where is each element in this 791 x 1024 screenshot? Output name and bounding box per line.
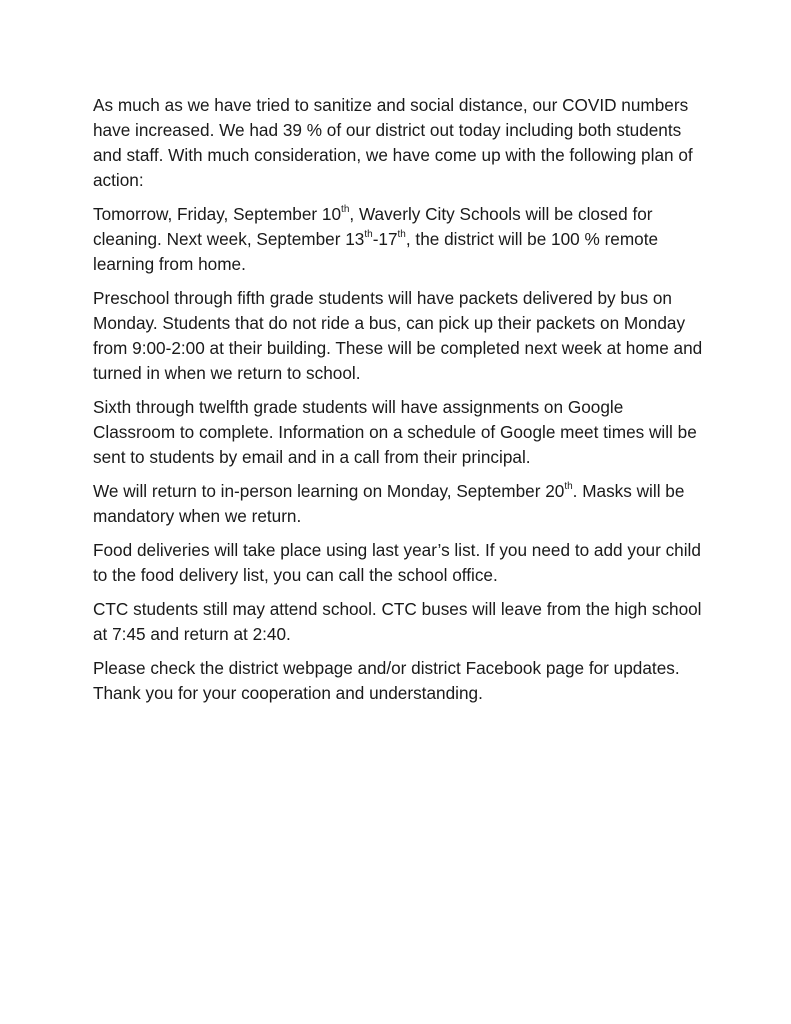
paragraph-ctc-students bbox=[93, 597, 708, 647]
text-run: As much as we have tried to sanitize and social distance, our COVID numbers have increased. We had 39 % of our district out today including both students and staff. With much consideration, we have come up with the following plan of action: bbox=[93, 95, 693, 190]
text-run: Please check the district webpage and/or district Facebook page for updates. Thank you for your cooperation and understanding. bbox=[93, 658, 680, 703]
text-run: Sixth through twelfth grade students will have assignments on Google Classroom to complete. Information on a schedule of Google meet times will be sent to students by email and in a call from their principal. bbox=[93, 397, 697, 467]
text-run: CTC students still may attend school. CTC buses will leave from the high school at 7:45 and return at 2:40. bbox=[93, 599, 702, 644]
text-run: , Waverly City Schools will be closed for cleaning. Next week, September 13 bbox=[93, 204, 653, 249]
text-run: Preschool through fifth grade students will have packets delivered by bus on Monday. Students that do not ride a bus, can pick up their packets on Monday from 9:00-2:00 at their building. These will be completed next week at home and turned in when we return to school. bbox=[93, 288, 703, 383]
ordinal-suffix: th bbox=[564, 481, 573, 493]
paragraph-updates bbox=[93, 656, 708, 706]
text-run: Tomorrow, Friday, September 10 bbox=[93, 204, 342, 224]
paragraph-covid-increase bbox=[93, 93, 708, 193]
letter-body bbox=[93, 93, 708, 715]
paragraph-sixth-twelfth-grade bbox=[93, 395, 708, 470]
paragraph-food-deliveries bbox=[93, 538, 708, 588]
text-run: We will return to in-person learning on Monday, September 20 bbox=[93, 481, 565, 501]
text-run: -17 bbox=[372, 229, 398, 249]
paragraph-return-date bbox=[93, 479, 708, 529]
ordinal-suffix: th bbox=[341, 204, 350, 216]
ordinal-suffix: th bbox=[397, 229, 406, 241]
ordinal-suffix: th bbox=[364, 229, 373, 241]
text-run: . Masks will be mandatory when we return. bbox=[93, 481, 685, 526]
text-run: Food deliveries will take place using last year’s list. If you need to add your child to the food delivery list, you can call the school office. bbox=[93, 540, 701, 585]
paragraph-preschool-fifth-grade bbox=[93, 286, 708, 386]
paragraph-closure-schedule bbox=[93, 202, 708, 277]
text-run: , the district will be 100 % remote learning from home. bbox=[93, 229, 659, 274]
